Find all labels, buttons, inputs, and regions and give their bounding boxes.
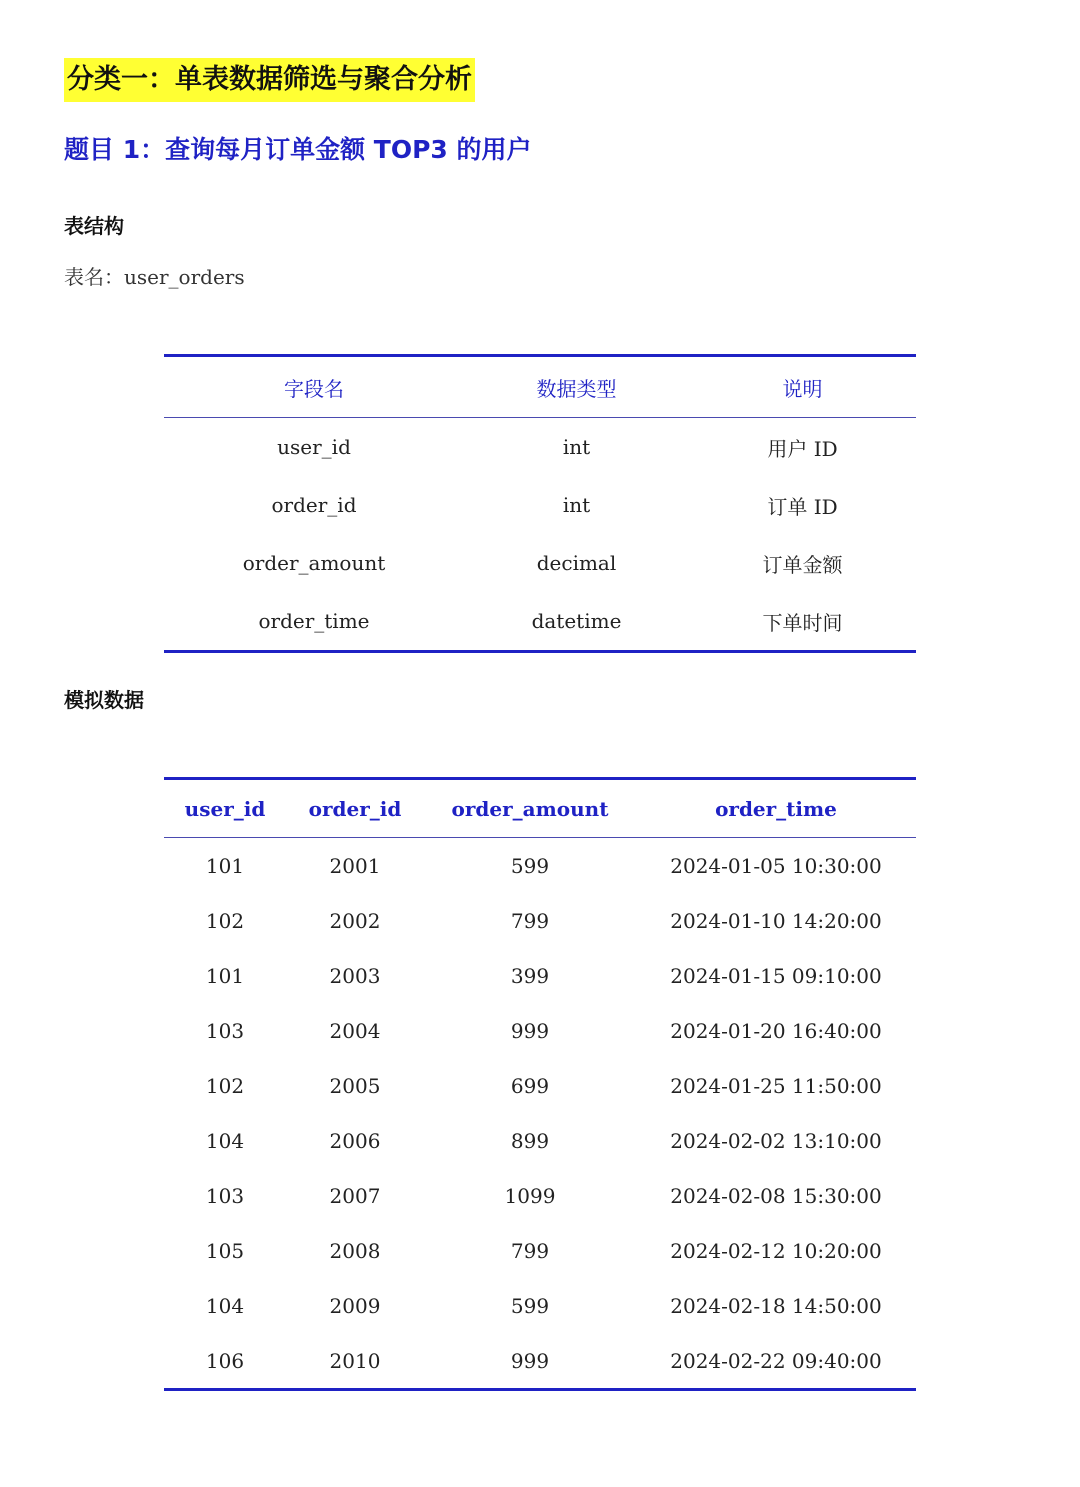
data-cell: 2002: [329, 908, 381, 933]
data-cell: 599: [510, 1293, 550, 1318]
data-cell: 103: [205, 1183, 245, 1208]
table-row: [164, 948, 916, 1003]
schema-table: [164, 354, 916, 653]
schema-cell: order_id: [271, 493, 357, 517]
table-row: [164, 1278, 916, 1333]
data-cell: 899: [510, 1128, 550, 1153]
schema-header-cell: 说明: [689, 356, 916, 418]
table-row: [164, 838, 916, 894]
schema-row: [164, 418, 916, 477]
data-cell: 2005: [329, 1073, 381, 1098]
data-cell: 599: [510, 853, 550, 878]
data-cell: 2024-02-12 10:20:00: [670, 1238, 882, 1263]
data-cell: 2024-02-08 15:30:00: [670, 1183, 882, 1208]
data-cell: 102: [205, 1073, 245, 1098]
schema-cell: int: [562, 435, 591, 459]
data-cell: 2003: [329, 963, 381, 988]
data-cell: 102: [205, 908, 245, 933]
mock-data-heading: 模拟数据: [64, 688, 144, 712]
schema-header-row: [164, 356, 916, 418]
data-cell: 101: [205, 853, 245, 878]
schema-cell: 订单 ID: [767, 494, 838, 519]
data-cell: 2024-01-15 09:10:00: [670, 963, 882, 988]
schema-cell: order_amount: [242, 551, 386, 575]
data-cell: 2010: [286, 1333, 424, 1390]
schema-cell: order_time: [164, 592, 464, 652]
data-cell: 1099: [504, 1183, 556, 1208]
schema-heading: 表结构: [64, 214, 124, 238]
data-cell: 2024-01-25 11:50:00: [670, 1073, 882, 1098]
table-row: [164, 1168, 916, 1223]
schema-cell: 订单金额: [762, 552, 843, 577]
data-cell: 2024-02-22 09:40:00: [636, 1333, 916, 1390]
data-cell: 104: [205, 1293, 245, 1318]
data-cell: 2024-01-05 10:30:00: [670, 853, 882, 878]
schema-row: [164, 476, 916, 534]
data-cell: 105: [205, 1238, 245, 1263]
mock-data-table: [164, 777, 916, 1391]
data-cell: 699: [510, 1073, 550, 1098]
data-cell: 2024-02-18 14:50:00: [670, 1293, 882, 1318]
data-cell: 104: [205, 1128, 245, 1153]
table-row: [164, 1113, 916, 1168]
table-row: [164, 1003, 916, 1058]
schema-header-cell: 数据类型: [464, 356, 689, 418]
data-cell: 2009: [329, 1293, 381, 1318]
data-cell: 2024-01-10 14:20:00: [670, 908, 882, 933]
data-cell: 2024-02-02 13:10:00: [670, 1128, 882, 1153]
table-name-label: 表名：user_orders: [64, 265, 245, 289]
data-cell: 2004: [329, 1018, 381, 1043]
data-cell: 799: [510, 908, 550, 933]
data-cell: 999: [424, 1333, 636, 1390]
table-row: [164, 1058, 916, 1113]
table-row: [164, 1333, 916, 1390]
data-cell: 106: [164, 1333, 286, 1390]
table-row: [164, 893, 916, 948]
data-cell: 2024-01-20 16:40:00: [670, 1018, 882, 1043]
data-cell: 799: [510, 1238, 550, 1263]
data-cell: 399: [510, 963, 550, 988]
data-header-cell: order_amount: [424, 779, 636, 838]
schema-cell: datetime: [464, 592, 689, 652]
data-header-row: [164, 779, 916, 838]
data-cell: 103: [205, 1018, 245, 1043]
data-cell: 2008: [329, 1238, 381, 1263]
schema-cell: 下单时间: [689, 592, 916, 652]
question-title: 题目 1：查询每月订单金额 TOP3 的用户: [64, 135, 532, 164]
schema-cell: decimal: [536, 551, 617, 575]
category-title: 分类一：单表数据筛选与聚合分析: [64, 58, 475, 102]
data-cell: 2001: [329, 853, 381, 878]
data-cell: 999: [510, 1018, 550, 1043]
schema-row: [164, 592, 916, 652]
data-header-cell: order_time: [636, 779, 916, 838]
data-header-cell: order_id: [286, 779, 424, 838]
data-cell: 2006: [329, 1128, 381, 1153]
schema-cell: user_id: [277, 435, 351, 459]
data-header-cell: user_id: [164, 779, 286, 838]
schema-row: [164, 534, 916, 592]
schema-header-cell: 字段名: [164, 356, 464, 418]
schema-cell: 用户 ID: [767, 436, 838, 461]
data-cell: 101: [205, 963, 245, 988]
table-row: [164, 1223, 916, 1278]
data-cell: 2007: [329, 1183, 381, 1208]
schema-cell: int: [562, 493, 591, 517]
